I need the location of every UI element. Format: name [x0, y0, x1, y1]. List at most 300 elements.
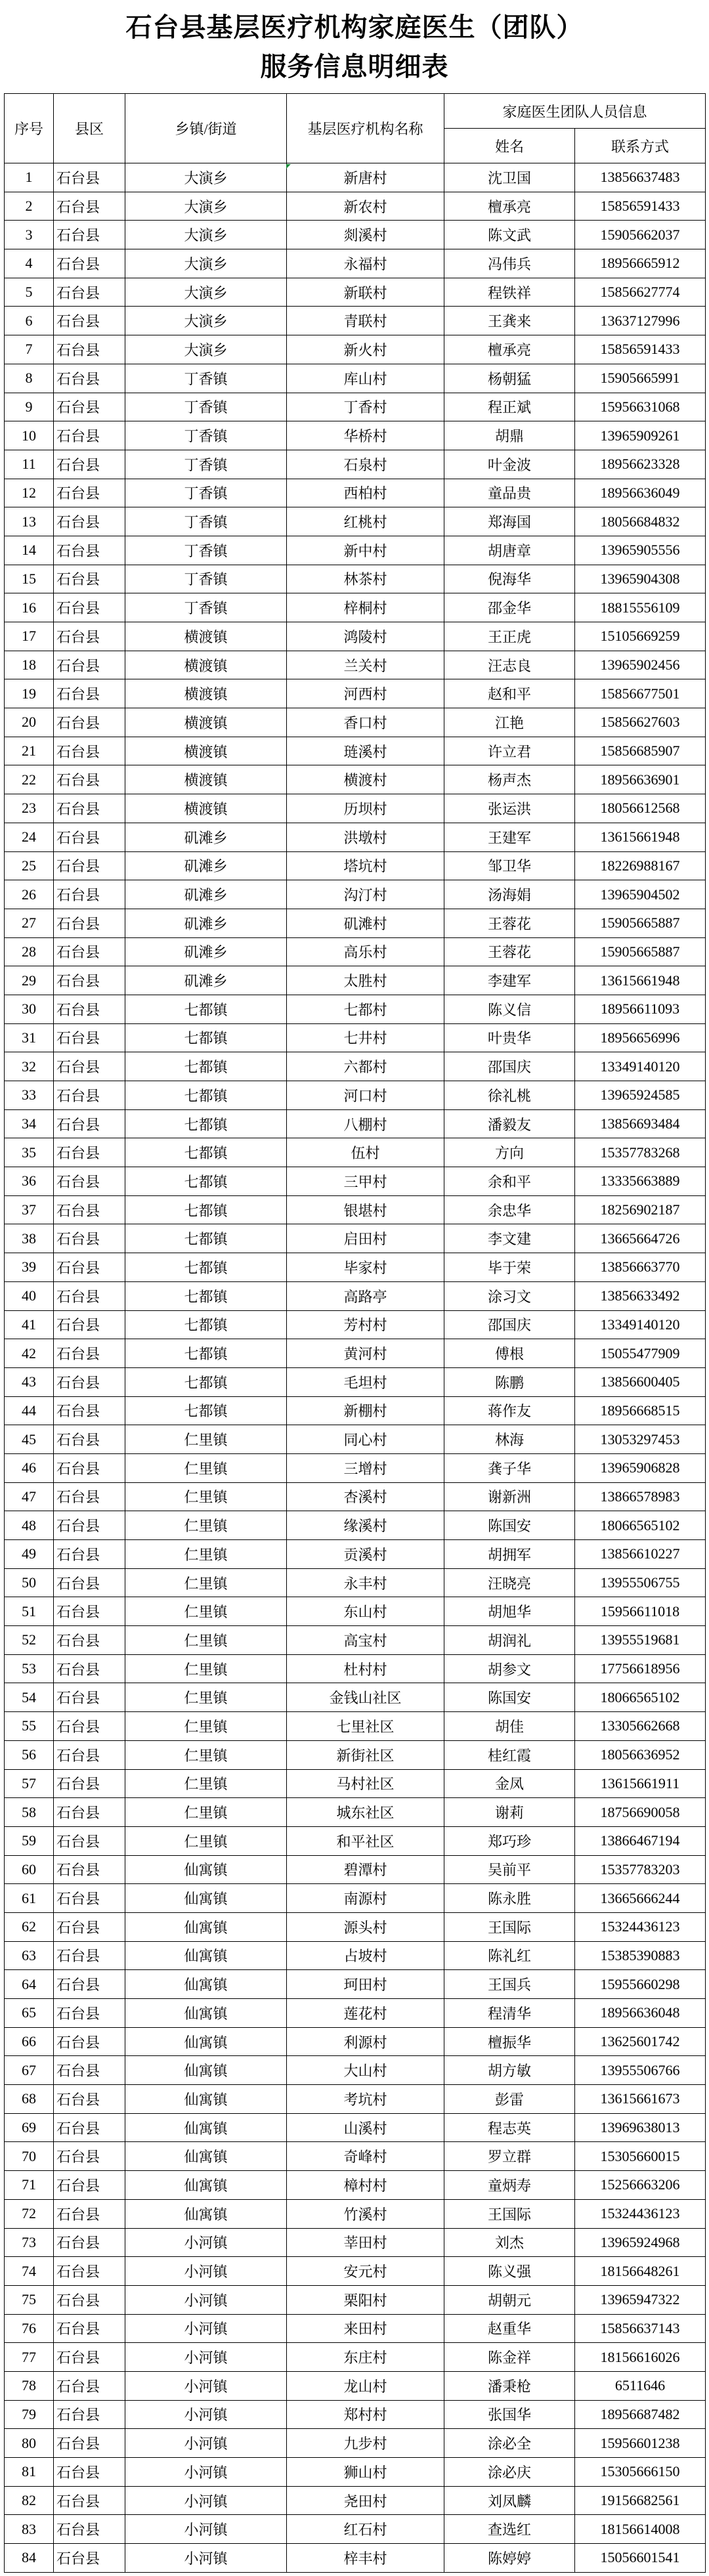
cell-contact: 18156648261	[575, 2257, 706, 2286]
cell-institution: 林茶村	[287, 565, 444, 593]
cell-index: 66	[5, 2027, 54, 2056]
cell-town: 仙寓镇	[125, 2171, 287, 2200]
cell-town: 仁里镇	[125, 1482, 287, 1511]
cell-county: 石台县	[54, 2228, 125, 2257]
cell-name: 涂习文	[444, 1281, 575, 1310]
cell-contact: 13856610227	[575, 1540, 706, 1569]
table-row	[5, 2285, 706, 2314]
cell-county: 石台县	[54, 2458, 125, 2487]
cell-institution: 龙山村	[287, 2371, 444, 2400]
cell-town: 大演乡	[125, 192, 287, 221]
cell-institution: 郑村村	[287, 2400, 444, 2429]
cell-town: 大演乡	[125, 249, 287, 278]
cell-name: 李建军	[444, 966, 575, 995]
cell-name: 檀承亮	[444, 192, 575, 221]
cell-town: 小河镇	[125, 2515, 287, 2544]
cell-town: 仁里镇	[125, 1540, 287, 1569]
cell-institution: 新农村	[287, 192, 444, 221]
cell-contact: 13965924968	[575, 2228, 706, 2257]
cell-index: 73	[5, 2228, 54, 2257]
cell-town: 小河镇	[125, 2429, 287, 2458]
cell-index: 82	[5, 2486, 54, 2515]
table-row	[5, 2056, 706, 2085]
cell-index: 51	[5, 1597, 54, 1626]
cell-contact: 13615661948	[575, 823, 706, 851]
cell-institution: 西柏村	[287, 479, 444, 507]
cell-town: 丁香镇	[125, 364, 287, 393]
table-row	[5, 1453, 706, 1482]
cell-town: 丁香镇	[125, 421, 287, 450]
cell-institution: 毕家村	[287, 1253, 444, 1282]
cell-town: 七都镇	[125, 1023, 287, 1052]
table-row	[5, 1052, 706, 1081]
cell-county: 石台县	[54, 1941, 125, 1970]
cell-town: 大演乡	[125, 163, 287, 192]
cell-contact: 18256902187	[575, 1195, 706, 1224]
cell-index: 71	[5, 2171, 54, 2200]
table-row	[5, 679, 706, 708]
cell-index: 41	[5, 1310, 54, 1339]
cell-town: 仙寓镇	[125, 1855, 287, 1884]
cell-name: 沈卫国	[444, 163, 575, 192]
cell-county: 石台县	[54, 1138, 125, 1167]
cell-town: 七都镇	[125, 1367, 287, 1396]
cell-contact: 15856591433	[575, 192, 706, 221]
cell-county: 石台县	[54, 794, 125, 823]
cell-name: 胡佳	[444, 1712, 575, 1741]
header-index: 序号	[5, 94, 54, 163]
cell-name: 涂必庆	[444, 2458, 575, 2487]
cell-town: 七都镇	[125, 1281, 287, 1310]
table-row	[5, 1310, 706, 1339]
cell-county: 石台县	[54, 851, 125, 880]
cell-institution: 珂田村	[287, 1970, 444, 1999]
cell-index: 58	[5, 1798, 54, 1827]
cell-institution: 东庄村	[287, 2343, 444, 2372]
cell-index: 21	[5, 737, 54, 765]
cell-institution: 安元村	[287, 2257, 444, 2286]
cell-county: 石台县	[54, 1339, 125, 1368]
cell-town: 七都镇	[125, 1339, 287, 1368]
cell-contact: 19156682561	[575, 2486, 706, 2515]
cell-institution: 缘溪村	[287, 1511, 444, 1540]
cell-contact: 18056612568	[575, 794, 706, 823]
cell-county: 石台县	[54, 2056, 125, 2085]
cell-county: 石台县	[54, 823, 125, 851]
table-row	[5, 1855, 706, 1884]
cell-town: 丁香镇	[125, 393, 287, 421]
cell-index: 50	[5, 1568, 54, 1597]
cell-institution: 永福村	[287, 249, 444, 278]
cell-index: 52	[5, 1626, 54, 1655]
table-row	[5, 421, 706, 450]
cell-institution: 三增村	[287, 1453, 444, 1482]
cell-town: 仁里镇	[125, 1453, 287, 1482]
cell-name: 方向	[444, 1138, 575, 1167]
cell-institution: 河西村	[287, 679, 444, 708]
cell-county: 石台县	[54, 2343, 125, 2372]
cell-name: 冯伟兵	[444, 249, 575, 278]
cell-institution: 狮山村	[287, 2458, 444, 2487]
cell-institution: 琏溪村	[287, 737, 444, 765]
cell-town: 横渡镇	[125, 679, 287, 708]
cell-index: 79	[5, 2400, 54, 2429]
cell-county: 石台县	[54, 737, 125, 765]
cell-county: 石台县	[54, 393, 125, 421]
cell-index: 32	[5, 1052, 54, 1081]
cell-institution: 七都村	[287, 995, 444, 1023]
cell-town: 仁里镇	[125, 1597, 287, 1626]
cell-contact: 15905665887	[575, 909, 706, 937]
cell-town: 仙寓镇	[125, 2027, 287, 2056]
cell-county: 石台县	[54, 1482, 125, 1511]
table-row	[5, 1425, 706, 1454]
cell-name: 龚子华	[444, 1453, 575, 1482]
cell-name: 陈金祥	[444, 2343, 575, 2372]
cell-index: 24	[5, 823, 54, 851]
table-row	[5, 909, 706, 937]
cell-name: 陈义强	[444, 2257, 575, 2286]
cell-index: 28	[5, 937, 54, 966]
cell-town: 仁里镇	[125, 1712, 287, 1741]
cell-institution: 贡溪村	[287, 1540, 444, 1569]
cell-index: 43	[5, 1367, 54, 1396]
cell-contact: 6511646	[575, 2371, 706, 2400]
table-row	[5, 1195, 706, 1224]
cell-town: 仁里镇	[125, 1769, 287, 1798]
cell-selection-marker	[286, 164, 291, 169]
cell-county: 石台县	[54, 2085, 125, 2114]
cell-name: 陈国安	[444, 1683, 575, 1712]
cell-institution: 竹溪村	[287, 2199, 444, 2228]
cell-county: 石台县	[54, 966, 125, 995]
cell-town: 七都镇	[125, 1310, 287, 1339]
cell-county: 石台县	[54, 679, 125, 708]
cell-contact: 13053297453	[575, 1425, 706, 1454]
cell-contact: 15385390883	[575, 1941, 706, 1970]
cell-county: 石台县	[54, 2171, 125, 2200]
table-row	[5, 1941, 706, 1970]
cell-county: 石台县	[54, 1224, 125, 1253]
cell-town: 横渡镇	[125, 737, 287, 765]
cell-county: 石台县	[54, 421, 125, 450]
cell-name: 胡参文	[444, 1654, 575, 1683]
cell-name: 陈鹏	[444, 1367, 575, 1396]
cell-institution: 太胜村	[287, 966, 444, 995]
cell-county: 石台县	[54, 1253, 125, 1282]
cell-index: 36	[5, 1167, 54, 1196]
cell-county: 石台县	[54, 2486, 125, 2515]
cell-institution: 黄河村	[287, 1339, 444, 1368]
cell-institution: 高宝村	[287, 1626, 444, 1655]
cell-county: 石台县	[54, 479, 125, 507]
cell-town: 仁里镇	[125, 1425, 287, 1454]
cell-contact: 15956601238	[575, 2429, 706, 2458]
table-row	[5, 278, 706, 307]
cell-index: 12	[5, 479, 54, 507]
cell-institution: 莲花村	[287, 1999, 444, 2028]
table-header	[5, 94, 706, 163]
cell-contact: 18756690058	[575, 1798, 706, 1827]
cell-name: 胡唐章	[444, 536, 575, 565]
cell-index: 26	[5, 880, 54, 909]
cell-index: 48	[5, 1511, 54, 1540]
cell-index: 69	[5, 2113, 54, 2142]
cell-institution: 同心村	[287, 1425, 444, 1454]
cell-institution: 石泉村	[287, 450, 444, 479]
cell-contact: 15956631068	[575, 393, 706, 421]
cell-name: 程铁祥	[444, 278, 575, 307]
cell-contact: 15955660298	[575, 1970, 706, 1999]
cell-county: 石台县	[54, 1109, 125, 1138]
cell-index: 19	[5, 679, 54, 708]
cell-index: 6	[5, 307, 54, 335]
cell-contact: 13965909261	[575, 421, 706, 450]
cell-contact: 18956665912	[575, 249, 706, 278]
cell-institution: 占坡村	[287, 1941, 444, 1970]
cell-name: 胡鼎	[444, 421, 575, 450]
cell-contact: 18956668515	[575, 1396, 706, 1425]
cell-town: 小河镇	[125, 2228, 287, 2257]
cell-name: 毕于荣	[444, 1253, 575, 1282]
cell-index: 60	[5, 1855, 54, 1884]
cell-index: 78	[5, 2371, 54, 2400]
table-row	[5, 1367, 706, 1396]
cell-index: 33	[5, 1081, 54, 1110]
cell-county: 石台县	[54, 1855, 125, 1884]
cell-index: 10	[5, 421, 54, 450]
cell-index: 27	[5, 909, 54, 937]
cell-contact: 13615661673	[575, 2085, 706, 2114]
cell-name: 郑海国	[444, 507, 575, 536]
table-row	[5, 2085, 706, 2114]
table-row	[5, 2314, 706, 2343]
table-row	[5, 249, 706, 278]
cell-institution: 红桃村	[287, 507, 444, 536]
header-contact: 联系方式	[575, 129, 706, 163]
cell-town: 横渡镇	[125, 765, 287, 794]
cell-name: 陈永胜	[444, 1884, 575, 1913]
cell-index: 40	[5, 1281, 54, 1310]
cell-contact: 18226988167	[575, 851, 706, 880]
cell-index: 47	[5, 1482, 54, 1511]
cell-index: 54	[5, 1683, 54, 1712]
cell-county: 石台县	[54, 1970, 125, 1999]
title-line-2: 服务信息明细表	[260, 52, 449, 81]
table-row	[5, 1626, 706, 1655]
cell-name: 林海	[444, 1425, 575, 1454]
cell-index: 67	[5, 2056, 54, 2085]
cell-contact: 17756618956	[575, 1654, 706, 1683]
cell-county: 石台县	[54, 2285, 125, 2314]
cell-institution: 碧潭村	[287, 1855, 444, 1884]
cell-town: 小河镇	[125, 2343, 287, 2372]
cell-town: 仙寓镇	[125, 2113, 287, 2142]
cell-index: 39	[5, 1253, 54, 1282]
table-row	[5, 393, 706, 421]
table-row	[5, 2458, 706, 2487]
cell-index: 75	[5, 2285, 54, 2314]
table-row	[5, 995, 706, 1023]
cell-county: 石台县	[54, 622, 125, 651]
cell-town: 丁香镇	[125, 536, 287, 565]
cell-institution: 新棚村	[287, 1396, 444, 1425]
cell-name: 王国际	[444, 1912, 575, 1941]
table-row	[5, 1740, 706, 1769]
table-row	[5, 794, 706, 823]
cell-index: 34	[5, 1109, 54, 1138]
cell-contact: 18156616026	[575, 2343, 706, 2372]
cell-institution: 九步村	[287, 2429, 444, 2458]
cell-county: 石台县	[54, 249, 125, 278]
cell-name: 郑巧珍	[444, 1826, 575, 1855]
cell-county: 石台县	[54, 163, 125, 192]
cell-town: 仁里镇	[125, 1740, 287, 1769]
cell-institution: 历坝村	[287, 794, 444, 823]
cell-town: 七都镇	[125, 1396, 287, 1425]
cell-index: 68	[5, 2085, 54, 2114]
cell-county: 石台县	[54, 1712, 125, 1741]
cell-index: 74	[5, 2257, 54, 2286]
header-name: 姓名	[444, 129, 575, 163]
table-row	[5, 651, 706, 679]
table-row	[5, 2199, 706, 2228]
cell-contact: 18066565102	[575, 1511, 706, 1540]
cell-contact: 13955506766	[575, 2056, 706, 2085]
cell-contact: 15856591433	[575, 335, 706, 364]
table-row	[5, 450, 706, 479]
cell-contact: 13965904308	[575, 565, 706, 593]
cell-name: 杨朝猛	[444, 364, 575, 393]
cell-institution: 横渡村	[287, 765, 444, 794]
cell-county: 石台县	[54, 1626, 125, 1655]
cell-contact: 18956656996	[575, 1023, 706, 1052]
cell-institution: 和平社区	[287, 1826, 444, 1855]
cell-contact: 18815556109	[575, 593, 706, 622]
cell-name: 叶贵华	[444, 1023, 575, 1052]
cell-name: 胡方敏	[444, 2056, 575, 2085]
cell-institution: 沟汀村	[287, 880, 444, 909]
cell-name: 金凤	[444, 1769, 575, 1798]
cell-contact: 13856600405	[575, 1367, 706, 1396]
cell-contact: 15056601541	[575, 2544, 706, 2573]
cell-contact: 13866578983	[575, 1482, 706, 1511]
cell-county: 石台县	[54, 2515, 125, 2544]
cell-contact: 15357783268	[575, 1138, 706, 1167]
cell-county: 石台县	[54, 2400, 125, 2429]
cell-county: 石台县	[54, 1798, 125, 1827]
cell-name: 涂必全	[444, 2429, 575, 2458]
cell-index: 29	[5, 966, 54, 995]
cell-contact: 13955519681	[575, 1626, 706, 1655]
cell-contact: 13965906828	[575, 1453, 706, 1482]
cell-county: 石台县	[54, 2142, 125, 2171]
cell-index: 3	[5, 221, 54, 249]
cell-institution: 新火村	[287, 335, 444, 364]
cell-institution: 鸿陵村	[287, 622, 444, 651]
cell-contact: 13349140120	[575, 1310, 706, 1339]
table-row	[5, 2142, 706, 2171]
cell-town: 矶滩乡	[125, 909, 287, 937]
cell-institution: 三甲村	[287, 1167, 444, 1196]
cell-town: 小河镇	[125, 2486, 287, 2515]
cell-name: 邵国庆	[444, 1052, 575, 1081]
cell-town: 矶滩乡	[125, 851, 287, 880]
cell-index: 9	[5, 393, 54, 421]
cell-institution: 来田村	[287, 2314, 444, 2343]
cell-county: 石台县	[54, 937, 125, 966]
cell-institution: 源头村	[287, 1912, 444, 1941]
cell-town: 丁香镇	[125, 565, 287, 593]
cell-contact: 15256663206	[575, 2171, 706, 2200]
cell-county: 石台县	[54, 1367, 125, 1396]
cell-index: 37	[5, 1195, 54, 1224]
cell-index: 49	[5, 1540, 54, 1569]
cell-index: 84	[5, 2544, 54, 2573]
table-row	[5, 1597, 706, 1626]
table-row	[5, 2343, 706, 2372]
cell-institution: 新联村	[287, 278, 444, 307]
cell-county: 石台县	[54, 995, 125, 1023]
cell-index: 8	[5, 364, 54, 393]
cell-index: 44	[5, 1396, 54, 1425]
cell-institution: 香口村	[287, 708, 444, 737]
cell-name: 蒋作友	[444, 1396, 575, 1425]
cell-institution: 塔坑村	[287, 851, 444, 880]
cell-county: 石台县	[54, 1425, 125, 1454]
cell-contact: 15324436123	[575, 1912, 706, 1941]
cell-name: 杨声杰	[444, 765, 575, 794]
cell-town: 仁里镇	[125, 1798, 287, 1827]
cell-institution: 河口村	[287, 1081, 444, 1110]
cell-town: 丁香镇	[125, 593, 287, 622]
cell-county: 石台县	[54, 1540, 125, 1569]
table-row	[5, 1081, 706, 1110]
cell-index: 83	[5, 2515, 54, 2544]
cell-index: 38	[5, 1224, 54, 1253]
cell-contact: 18956636048	[575, 1999, 706, 2028]
table-row	[5, 1396, 706, 1425]
table-row	[5, 1511, 706, 1540]
cell-institution: 金钱山社区	[287, 1683, 444, 1712]
cell-county: 石台县	[54, 1769, 125, 1798]
cell-contact: 18956636049	[575, 479, 706, 507]
cell-institution: 红石村	[287, 2515, 444, 2544]
cell-name: 陈礼红	[444, 1941, 575, 1970]
cell-town: 小河镇	[125, 2257, 287, 2286]
cell-town: 仁里镇	[125, 1511, 287, 1540]
header-county: 县区	[54, 94, 125, 163]
cell-town: 仙寓镇	[125, 2085, 287, 2114]
cell-name: 余忠华	[444, 1195, 575, 1224]
cell-name: 胡拥军	[444, 1540, 575, 1569]
cell-institution: 城东社区	[287, 1798, 444, 1827]
cell-name: 王蓉花	[444, 937, 575, 966]
cell-town: 仁里镇	[125, 1683, 287, 1712]
cell-name: 潘秉枪	[444, 2371, 575, 2400]
table-row	[5, 2544, 706, 2573]
cell-town: 七都镇	[125, 1167, 287, 1196]
cell-county: 石台县	[54, 1597, 125, 1626]
cell-name: 胡旭华	[444, 1597, 575, 1626]
cell-county: 石台县	[54, 307, 125, 335]
cell-town: 矶滩乡	[125, 880, 287, 909]
cell-town: 仁里镇	[125, 1654, 287, 1683]
table-row	[5, 2113, 706, 2142]
cell-town: 大演乡	[125, 307, 287, 335]
cell-town: 仙寓镇	[125, 2056, 287, 2085]
cell-contact: 13965924585	[575, 1081, 706, 1110]
